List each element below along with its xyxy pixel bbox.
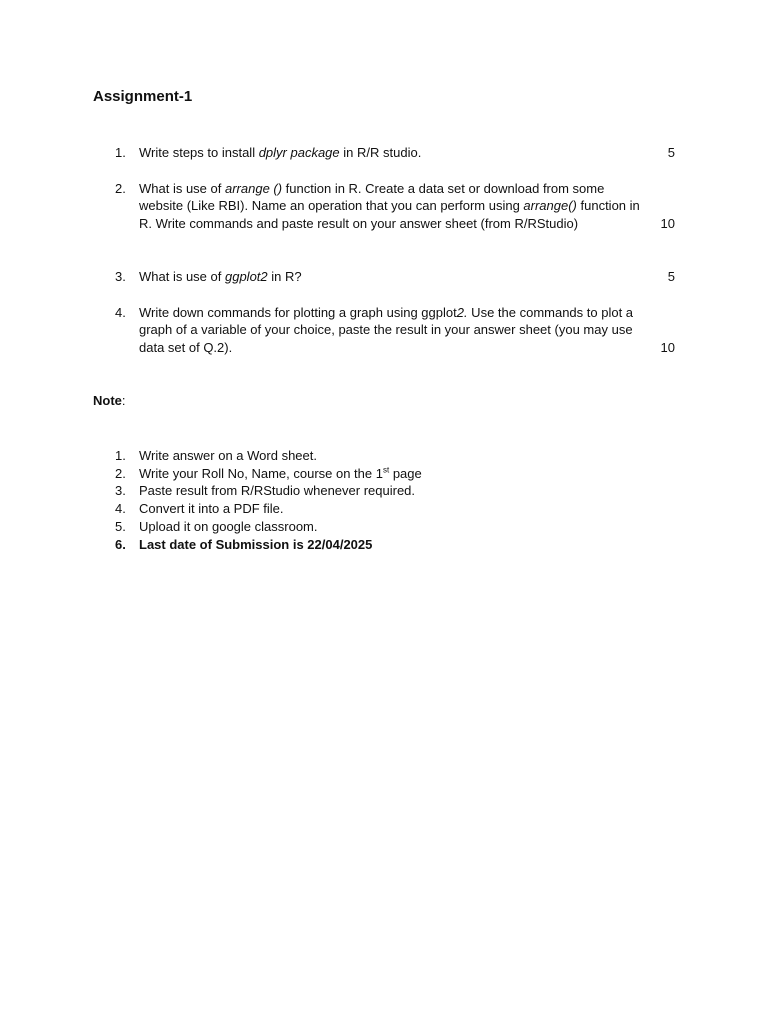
note-item-deadline: 6. Last date of Submission is 22/04/2025	[115, 536, 373, 552]
note-heading: Note:	[93, 393, 126, 408]
note-item: 3. Paste result from R/RStudio whenever required.	[115, 483, 416, 499]
question-3	[93, 268, 683, 286]
question-number: 4.	[115, 304, 126, 320]
note-list	[93, 447, 683, 553]
question-text: What is use of arrange () function in R. Create a data set or download from some website (Like RBI). Name an operation that you can perform using arrange() function in R. Write commands and paste result on your answer sheet (from R/RStudio)	[139, 180, 640, 231]
question-text: Write steps to install dplyr package in R/R studio.	[139, 145, 422, 160]
question-number: 2.	[115, 180, 126, 196]
question-number: 1.	[115, 145, 126, 160]
question-marks: 10	[660, 339, 675, 355]
question-text: What is use of ggplot2 in R?	[139, 269, 302, 284]
question-number: 3.	[115, 269, 126, 284]
note-item: 2. Write your Roll No, Name, course on the 1st page	[115, 465, 422, 481]
question-text: Write down commands for plotting a graph using ggplot2. Use the commands to plot a graph of a variable of your choice, paste the result in your answer sheet (you may use data set of Q.2).	[139, 304, 634, 355]
question-marks: 5	[667, 145, 675, 160]
note-item: 1. Write answer on a Word sheet.	[115, 448, 317, 463]
question-marks: 10	[660, 215, 675, 231]
question-2	[93, 180, 683, 233]
note-item: 5. Upload it on google classroom.	[115, 518, 318, 534]
questions-list	[93, 144, 683, 356]
assignment-title: Assignment-1	[93, 88, 193, 105]
question-marks: 5	[667, 269, 675, 284]
question-4	[93, 304, 683, 357]
question-1	[93, 144, 683, 162]
note-item: 4. Convert it into a PDF file.	[115, 501, 284, 517]
